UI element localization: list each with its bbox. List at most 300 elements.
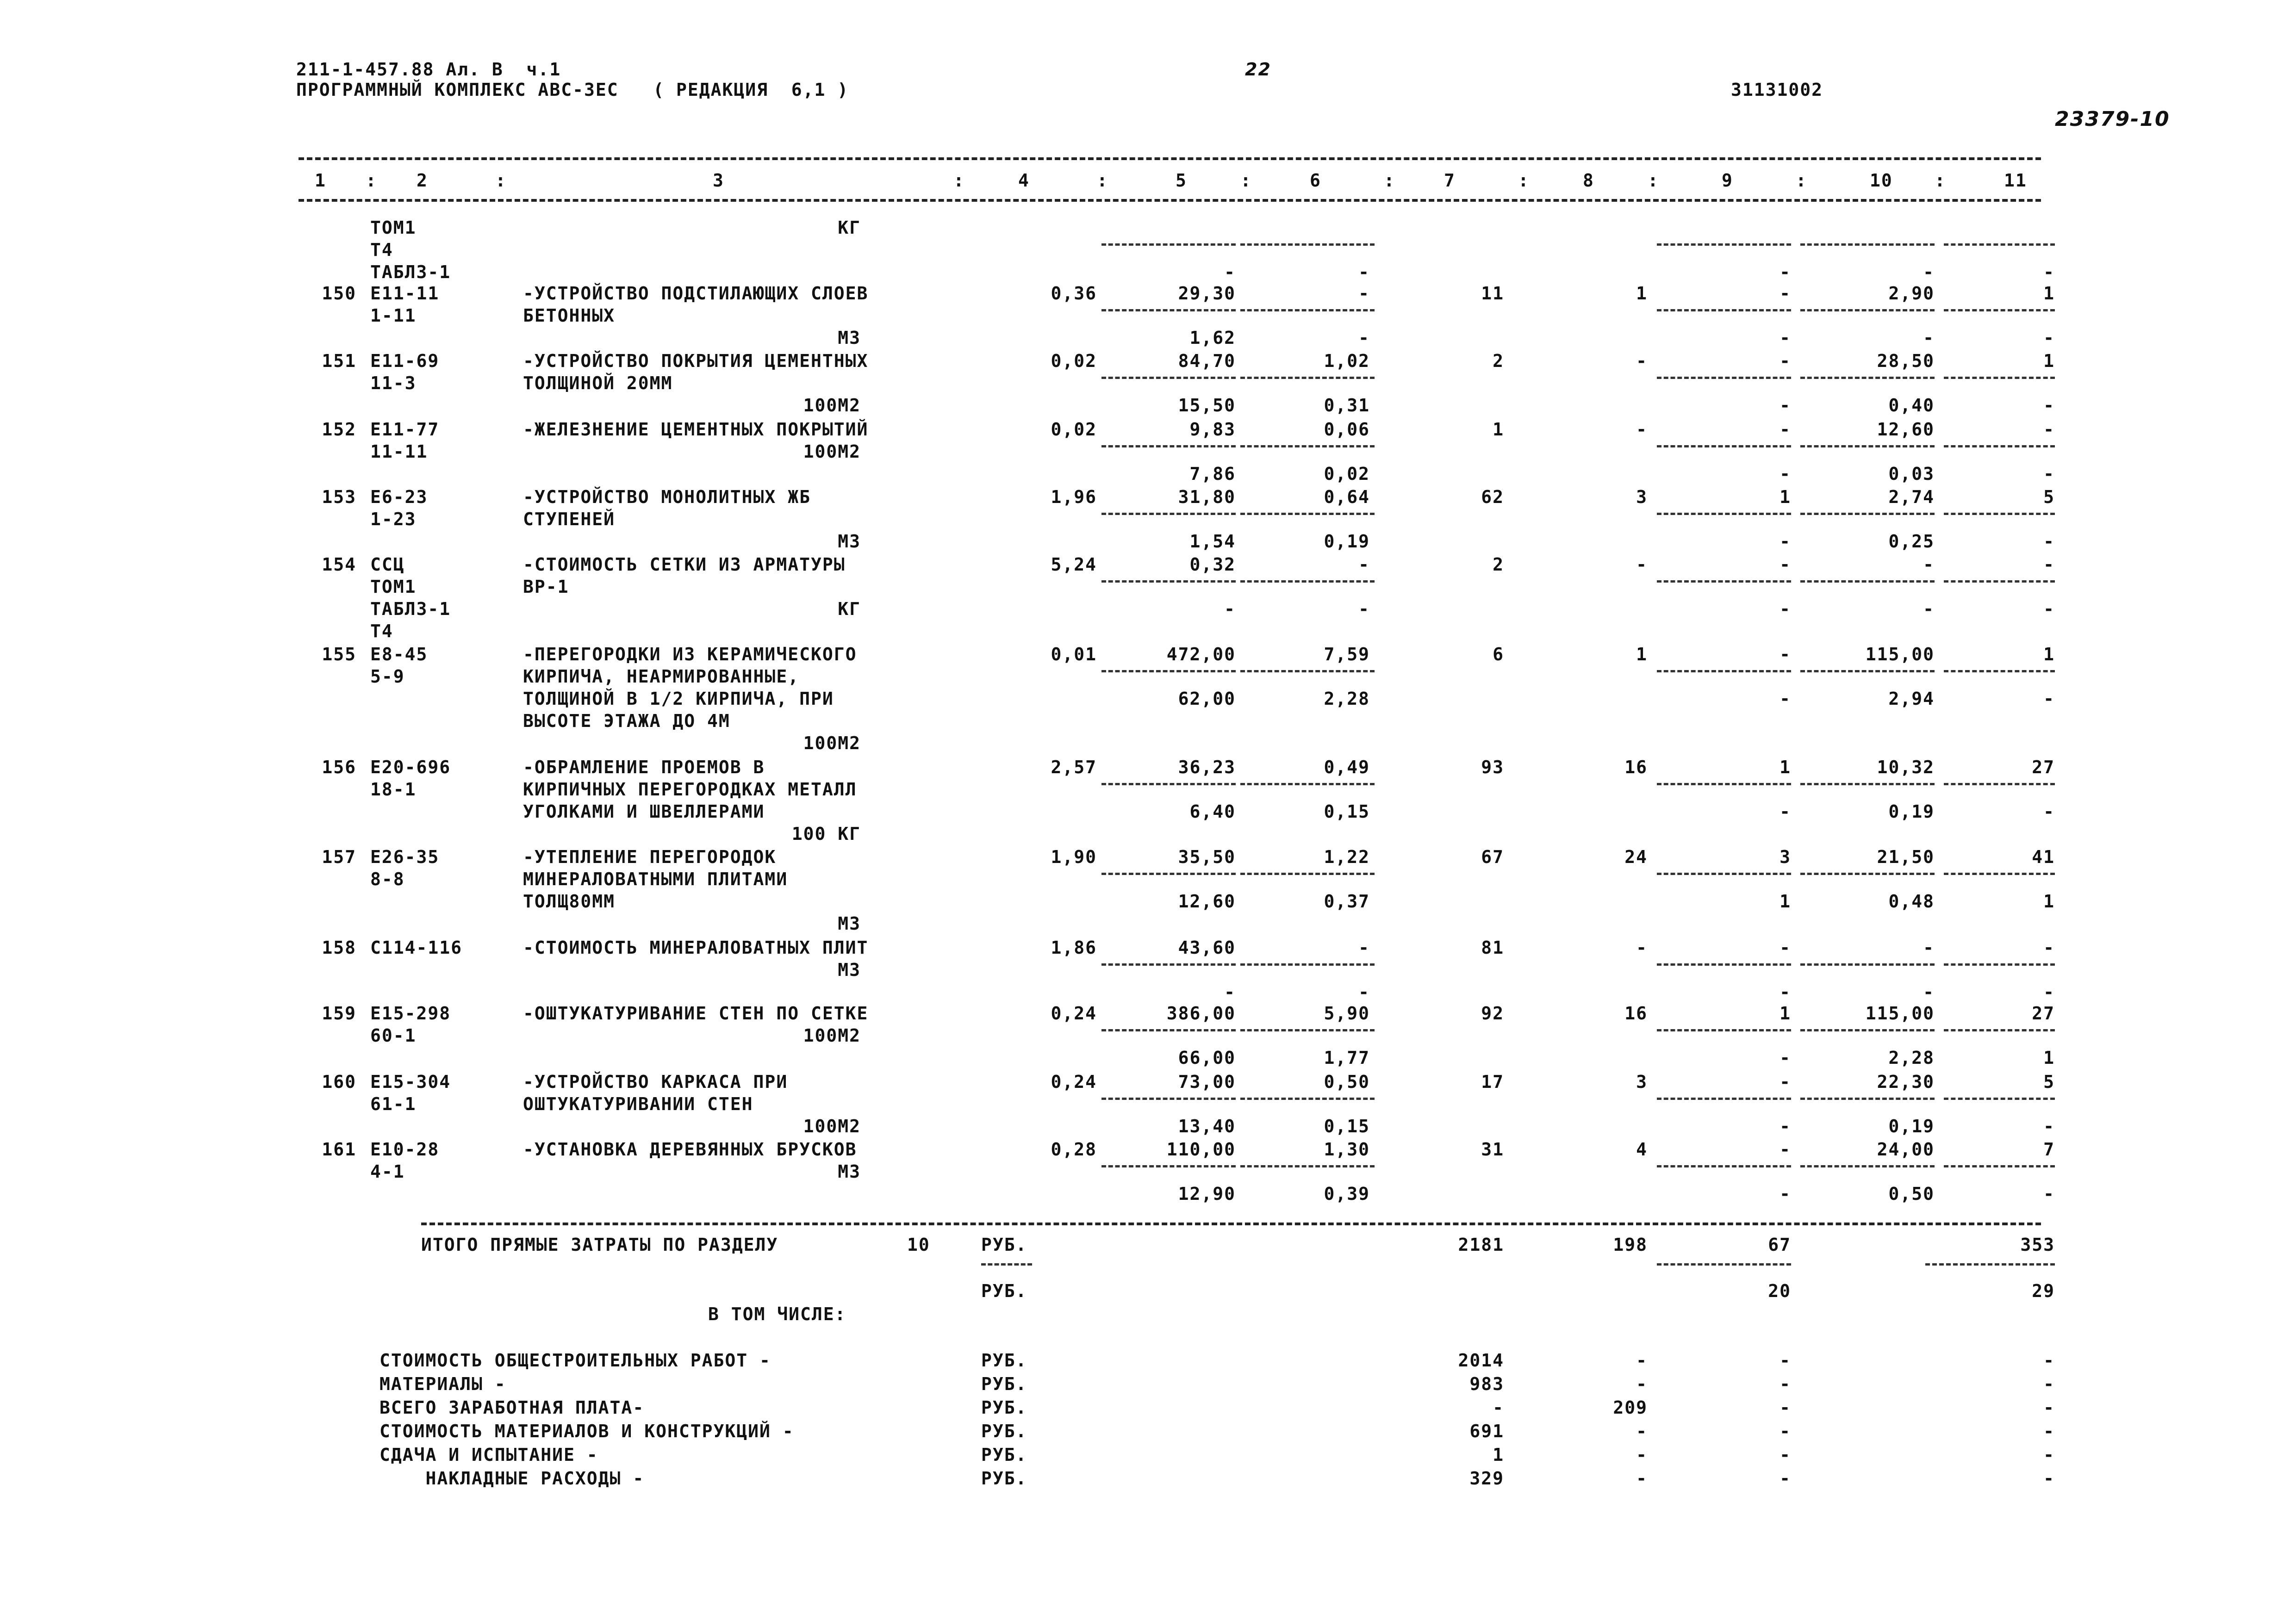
row-col10-wage: 0,40	[1888, 395, 1935, 416]
row-col11-divider	[1944, 1029, 2055, 1031]
row-code: ТАБЛ3-1	[370, 599, 451, 619]
row-code: ТАБЛ3-1	[370, 262, 451, 282]
row-code: Т4	[370, 240, 393, 260]
row-code: 8-8	[370, 869, 405, 889]
row-unit: 100М2	[803, 441, 861, 462]
row-col5-divider	[1101, 309, 1236, 311]
totals-unit-2: РУБ.	[981, 1281, 1027, 1301]
row-col6-total: 1,22	[1324, 847, 1370, 867]
column-separator: :	[1796, 170, 1807, 191]
row-col11-total: 1	[2043, 644, 2055, 664]
row-col11-divider	[1944, 513, 2055, 515]
row-col5-divider	[1101, 445, 1236, 447]
breakdown-col7: 983	[1469, 1374, 1504, 1394]
row-description: -ЖЕЛЕЗНЕНИЕ ЦЕМЕНТНЫХ ПОКРЫТИЙ	[523, 419, 869, 440]
row-code: Е20-696	[370, 757, 451, 777]
totals-col9: 67	[1768, 1235, 1791, 1255]
row-code: Е15-304	[370, 1072, 451, 1092]
archive-stamp: 23379-10	[2055, 107, 2170, 131]
row-unit: М3	[838, 531, 861, 552]
row-col10-divider	[1800, 513, 1935, 515]
row-col5-divider	[1101, 1098, 1236, 1100]
row-col10-total: 12,60	[1877, 419, 1935, 440]
row-col7: 11	[1481, 283, 1504, 304]
row-col4: 0,01	[1051, 644, 1097, 664]
row-col6-wage: 1,77	[1324, 1048, 1370, 1068]
row-col8: 16	[1624, 757, 1648, 777]
row-col10-divider	[1800, 783, 1935, 785]
row-col6-wage: 0,15	[1324, 801, 1370, 822]
row-description: -ОШТУКАТУРИВАНИЕ СТЕН ПО СЕТКЕ	[523, 1003, 869, 1024]
row-col5-wage: 66,00	[1178, 1048, 1236, 1068]
totals-section-number: 10	[907, 1235, 930, 1255]
row-col9-divider	[1657, 243, 1791, 246]
row-description: -УСТРОЙСТВО КАРКАСА ПРИ	[523, 1072, 788, 1092]
row-col8: -	[1636, 419, 1648, 440]
row-col5-total: 386,00	[1166, 1003, 1236, 1024]
row-code: ССЦ	[370, 554, 405, 575]
row-col5-wage: -	[1224, 599, 1236, 619]
breakdown-unit: РУБ.	[981, 1350, 1027, 1371]
row-description: ВР-1	[523, 577, 569, 597]
row-col10-total: 2,90	[1888, 283, 1935, 304]
row-col5-total: 36,23	[1178, 757, 1236, 777]
row-col4: 0,24	[1051, 1072, 1097, 1092]
row-description: МИНЕРАЛОВАТНЫМИ ПЛИТАМИ	[523, 869, 788, 889]
row-col9-total: 1	[1780, 487, 1791, 507]
row-col9-divider	[1657, 963, 1791, 966]
row-col11-wage: -	[2043, 982, 2055, 1002]
row-col4: 0,02	[1051, 419, 1097, 440]
row-code: 11-3	[370, 373, 417, 393]
row-col10-wage: 0,19	[1888, 1116, 1935, 1136]
row-col6-wage: -	[1358, 328, 1370, 348]
row-col10-total: -	[1923, 554, 1935, 575]
row-col5-divider	[1101, 1165, 1236, 1167]
row-col6-total: -	[1358, 937, 1370, 958]
row-col11-total: -	[2043, 419, 2055, 440]
breakdown-col7: 329	[1469, 1468, 1504, 1489]
totals-unit-divider	[981, 1263, 1032, 1266]
row-col11-divider	[1944, 670, 2055, 672]
row-col10-divider	[1800, 1165, 1935, 1167]
row-number: 154	[322, 554, 356, 575]
row-description: -УСТРОЙСТВО ПОДСТИЛАЮЩИХ СЛОЕВ	[523, 283, 869, 304]
row-col10-wage: -	[1923, 982, 1935, 1002]
row-col10-total: 22,30	[1877, 1072, 1935, 1092]
row-number: 161	[322, 1139, 356, 1160]
breakdown-col8: -	[1636, 1350, 1648, 1371]
breakdown-label: ВСЕГО ЗАРАБОТНАЯ ПЛАТА-	[380, 1397, 645, 1418]
row-col11-divider	[1944, 309, 2055, 311]
rule-top	[299, 157, 2041, 160]
row-col5-wage: 13,40	[1178, 1116, 1236, 1136]
column-separator: :	[1518, 170, 1530, 191]
row-col9-divider	[1657, 580, 1791, 583]
row-col6-divider	[1240, 309, 1375, 311]
row-col11-divider	[1944, 1165, 2055, 1167]
totals-label: ИТОГО ПРЯМЫЕ ЗАТРАТЫ ПО РАЗДЕЛУ	[421, 1235, 778, 1255]
row-col10-divider	[1800, 963, 1935, 966]
row-col10-wage: -	[1923, 262, 1935, 282]
breakdown-col9: -	[1780, 1374, 1791, 1394]
row-col7: 6	[1493, 644, 1504, 664]
row-col7: 81	[1481, 937, 1504, 958]
row-col11-wage: -	[2043, 262, 2055, 282]
breakdown-col8: -	[1636, 1445, 1648, 1465]
row-col6-total: 1,02	[1324, 351, 1370, 371]
row-col5-wage: 62,00	[1178, 689, 1236, 709]
row-col10-wage: 0,48	[1888, 891, 1935, 912]
row-col10-total: 115,00	[1865, 644, 1935, 664]
row-col4: 1,90	[1051, 847, 1097, 867]
row-col10-divider	[1800, 445, 1935, 447]
row-col5-divider	[1101, 963, 1236, 966]
row-code: Е11-11	[370, 283, 440, 304]
row-col6-wage: 0,19	[1324, 531, 1370, 552]
row-col5-wage: -	[1224, 262, 1236, 282]
row-col6-divider	[1240, 963, 1375, 966]
row-col9-divider	[1657, 1098, 1791, 1100]
row-description: ТОЛЩ80ММ	[523, 891, 616, 912]
row-col9-total: 1	[1780, 1003, 1791, 1024]
row-col6-divider	[1240, 670, 1375, 672]
row-col10-wage: 0,03	[1888, 464, 1935, 484]
breakdown-col8: -	[1636, 1468, 1648, 1489]
row-col5-wage: 15,50	[1178, 395, 1236, 416]
column-separator: :	[1384, 170, 1395, 191]
row-col6-total: 0,49	[1324, 757, 1370, 777]
row-col5-wage: -	[1224, 982, 1236, 1002]
breakdown-col11: -	[2043, 1468, 2055, 1489]
row-number: 150	[322, 283, 356, 304]
row-col11-wage: -	[2043, 1116, 2055, 1136]
row-col10-divider	[1800, 309, 1935, 311]
row-col6-divider	[1240, 377, 1375, 379]
row-col10-divider	[1800, 243, 1935, 246]
row-col10-divider	[1800, 377, 1935, 379]
row-col11-wage: -	[2043, 599, 2055, 619]
row-col11-total: -	[2043, 554, 2055, 575]
row-col5-total: 110,00	[1166, 1139, 1236, 1160]
totals-col9-divider	[1657, 1263, 1791, 1266]
row-col10-total: 21,50	[1877, 847, 1935, 867]
row-col11-total: 27	[2032, 1003, 2055, 1024]
totals-col8: 198	[1613, 1235, 1648, 1255]
row-col9-total: -	[1780, 351, 1791, 371]
row-col10-divider	[1800, 1029, 1935, 1031]
row-col5-total: 35,50	[1178, 847, 1236, 867]
row-col4: 0,28	[1051, 1139, 1097, 1160]
row-col9-total: -	[1780, 1139, 1791, 1160]
row-col7: 17	[1481, 1072, 1504, 1092]
breakdown-col7: -	[1493, 1397, 1504, 1418]
row-col5-total: 472,00	[1166, 644, 1236, 664]
breakdown-label: СТОИМОСТЬ ОБЩЕСТРОИТЕЛЬНЫХ РАБОТ -	[380, 1350, 771, 1371]
row-col9-wage: -	[1780, 982, 1791, 1002]
row-col11-divider	[1944, 445, 2055, 447]
row-description: УГОЛКАМИ И ШВЕЛЛЕРАМИ	[523, 801, 765, 822]
row-description: -УСТРОЙСТВО ПОКРЫТИЯ ЦЕМЕНТНЫХ	[523, 351, 869, 371]
row-code: Е26-35	[370, 847, 440, 867]
breakdown-col11: -	[2043, 1350, 2055, 1371]
row-col10-total: 24,00	[1877, 1139, 1935, 1160]
row-col10-divider	[1800, 1098, 1935, 1100]
row-unit: 100М2	[803, 1025, 861, 1046]
row-col8: 3	[1636, 1072, 1648, 1092]
row-unit: М3	[838, 1161, 861, 1182]
row-description: -ОБРАМЛЕНИЕ ПРОЕМОВ В	[523, 757, 765, 777]
row-col4: 0,36	[1051, 283, 1097, 304]
breakdown-col9: -	[1780, 1350, 1791, 1371]
rule-header-bottom	[299, 199, 2041, 202]
row-col7: 2	[1493, 554, 1504, 575]
row-col11-total: -	[2043, 937, 2055, 958]
row-col6-wage: -	[1358, 262, 1370, 282]
row-col10-divider	[1800, 670, 1935, 672]
row-col6-wage: 0,37	[1324, 891, 1370, 912]
row-col10-wage: 0,50	[1888, 1184, 1935, 1204]
row-col6-divider	[1240, 243, 1375, 246]
row-col11-wage: -	[2043, 689, 2055, 709]
row-code: 61-1	[370, 1094, 417, 1114]
row-col7: 67	[1481, 847, 1504, 867]
row-col6-divider	[1240, 1029, 1375, 1031]
row-col6-wage: 0,31	[1324, 395, 1370, 416]
row-col6-total: 5,90	[1324, 1003, 1370, 1024]
row-code: Е8-45	[370, 644, 428, 664]
row-col5-wage: 6,40	[1189, 801, 1236, 822]
row-unit: 100М2	[803, 395, 861, 416]
row-col9-wage: -	[1780, 1184, 1791, 1204]
row-col4: 5,24	[1051, 554, 1097, 575]
totals-unit: РУБ.	[981, 1235, 1027, 1255]
row-col5-total: 31,80	[1178, 487, 1236, 507]
row-description: ОШТУКАТУРИВАНИИ СТЕН	[523, 1094, 753, 1114]
row-number: 160	[322, 1072, 356, 1092]
breakdown-col8: 209	[1613, 1397, 1648, 1418]
row-col7: 2	[1493, 351, 1504, 371]
row-col10-divider	[1800, 873, 1935, 875]
row-number: 152	[322, 419, 356, 440]
row-col8: -	[1636, 351, 1648, 371]
row-col5-total: 0,32	[1189, 554, 1236, 575]
breakdown-col7: 691	[1469, 1421, 1504, 1441]
row-col7: 93	[1481, 757, 1504, 777]
row-col11-divider	[1944, 783, 2055, 785]
column-header-11: 11	[2004, 170, 2027, 191]
row-code: Е11-69	[370, 351, 440, 371]
row-col5-divider	[1101, 580, 1236, 583]
row-description: КИРПИЧА, НЕАРМИРОВАННЫЕ,	[523, 666, 800, 687]
row-col9-total: -	[1780, 419, 1791, 440]
row-col5-total: 84,70	[1178, 351, 1236, 371]
row-col8: 4	[1636, 1139, 1648, 1160]
row-col10-wage: 2,28	[1888, 1048, 1935, 1068]
row-col11-divider	[1944, 1098, 2055, 1100]
row-col9-wage: 1	[1780, 891, 1791, 912]
row-col9-wage: -	[1780, 599, 1791, 619]
row-col11-total: 7	[2043, 1139, 2055, 1160]
row-col6-total: 0,06	[1324, 419, 1370, 440]
row-col11-total: 5	[2043, 487, 2055, 507]
breakdown-col11: -	[2043, 1374, 2055, 1394]
row-number: 158	[322, 937, 356, 958]
row-col10-divider	[1800, 580, 1935, 583]
column-separator: :	[1935, 170, 1946, 191]
row-code: ТОМ1	[370, 577, 417, 597]
row-col9-wage: -	[1780, 531, 1791, 552]
row-col8: -	[1636, 554, 1648, 575]
row-col11-wage: -	[2043, 464, 2055, 484]
row-description: -УСТРОЙСТВО МОНОЛИТНЫХ ЖБ	[523, 487, 811, 507]
row-col6-total: -	[1358, 283, 1370, 304]
row-col6-total: 0,64	[1324, 487, 1370, 507]
row-col5-divider	[1101, 873, 1236, 875]
row-col6-divider	[1240, 783, 1375, 785]
row-col11-total: 5	[2043, 1072, 2055, 1092]
row-col6-wage: 2,28	[1324, 689, 1370, 709]
row-col11-wage: 1	[2043, 891, 2055, 912]
row-code: С114-116	[370, 937, 463, 958]
row-col9-total: 1	[1780, 757, 1791, 777]
program-name: ПРОГРАММНЫЙ КОМПЛЕКС АВС-3ЕС ( РЕДАКЦИЯ 6,1 )	[296, 80, 849, 100]
row-col11-wage: -	[2043, 328, 2055, 348]
row-col10-total: 28,50	[1877, 351, 1935, 371]
row-unit: 100М2	[803, 733, 861, 753]
row-description: СТУПЕНЕЙ	[523, 509, 616, 529]
row-col11-wage: -	[2043, 531, 2055, 552]
totals-col7: 2181	[1458, 1235, 1504, 1255]
row-description: -СТОИМОСТЬ СЕТКИ ИЗ АРМАТУРЫ	[523, 554, 846, 575]
row-col9-wage: -	[1780, 1116, 1791, 1136]
row-col9-divider	[1657, 783, 1791, 785]
row-col5-divider	[1101, 513, 1236, 515]
row-col9-wage: -	[1780, 801, 1791, 822]
row-col5-wage: 7,86	[1189, 464, 1236, 484]
row-description: -УСТАНОВКА ДЕРЕВЯННЫХ БРУСКОВ	[523, 1139, 857, 1160]
row-col10-wage: 2,94	[1888, 689, 1935, 709]
row-col7: 92	[1481, 1003, 1504, 1024]
breakdown-col8: -	[1636, 1421, 1648, 1441]
column-header-1: 1	[315, 170, 326, 191]
row-code: 1-23	[370, 509, 417, 529]
row-col9-divider	[1657, 670, 1791, 672]
row-col11-wage: -	[2043, 801, 2055, 822]
row-col8: 1	[1636, 283, 1648, 304]
row-col6-wage: 0,15	[1324, 1116, 1370, 1136]
row-code: 5-9	[370, 666, 405, 687]
row-col9-divider	[1657, 377, 1791, 379]
row-col9-wage: -	[1780, 328, 1791, 348]
breakdown-col7: 2014	[1458, 1350, 1504, 1371]
row-description: КИРПИЧНЫХ ПЕРЕГОРОДКАХ МЕТАЛЛ	[523, 779, 857, 800]
row-unit: КГ	[838, 599, 861, 619]
row-number: 157	[322, 847, 356, 867]
column-separator: :	[495, 170, 507, 191]
row-col8: 1	[1636, 644, 1648, 664]
row-col10-wage: -	[1923, 599, 1935, 619]
row-description: -УТЕПЛЕНИЕ ПЕРЕГОРОДОК	[523, 847, 777, 867]
row-col11-wage: 1	[2043, 1048, 2055, 1068]
breakdown-col11: -	[2043, 1397, 2055, 1418]
row-col5-total: 43,60	[1178, 937, 1236, 958]
row-col5-total: 29,30	[1178, 283, 1236, 304]
column-separator: :	[1097, 170, 1108, 191]
row-code: 1-11	[370, 305, 417, 326]
breakdown-col9: -	[1780, 1468, 1791, 1489]
row-col11-total: 1	[2043, 283, 2055, 304]
column-header-6: 6	[1310, 170, 1321, 191]
row-number: 151	[322, 351, 356, 371]
row-number: 156	[322, 757, 356, 777]
row-col9-total: 3	[1780, 847, 1791, 867]
row-col5-divider	[1101, 1029, 1236, 1031]
row-col10-total: 10,32	[1877, 757, 1935, 777]
row-col6-total: 1,30	[1324, 1139, 1370, 1160]
totals-col11: 353	[2020, 1235, 2055, 1255]
column-header-8: 8	[1583, 170, 1594, 191]
row-code: 60-1	[370, 1025, 417, 1046]
row-col10-wage: 0,25	[1888, 531, 1935, 552]
row-col9-wage: -	[1780, 262, 1791, 282]
row-code: 18-1	[370, 779, 417, 800]
row-col6-wage: -	[1358, 982, 1370, 1002]
row-col10-wage: -	[1923, 328, 1935, 348]
row-description: -СТОИМОСТЬ МИНЕРАЛОВАТНЫХ ПЛИТ	[523, 937, 869, 958]
breakdown-label: СТОИМОСТЬ МАТЕРИАЛОВ И КОНСТРУКЦИЙ -	[380, 1421, 794, 1441]
row-col6-divider	[1240, 1165, 1375, 1167]
row-col11-divider	[1944, 243, 2055, 246]
row-col11-divider	[1944, 963, 2055, 966]
column-separator: :	[953, 170, 965, 191]
row-col7: 31	[1481, 1139, 1504, 1160]
row-col11-total: 27	[2032, 757, 2055, 777]
row-col5-wage: 12,60	[1178, 891, 1236, 912]
row-col6-divider	[1240, 445, 1375, 447]
row-col5-wage: 1,62	[1189, 328, 1236, 348]
row-col10-total: 2,74	[1888, 487, 1935, 507]
row-col8: -	[1636, 937, 1648, 958]
row-unit: 100М2	[803, 1116, 861, 1136]
row-col7: 62	[1481, 487, 1504, 507]
row-col5-wage: 12,90	[1178, 1184, 1236, 1204]
including-label: В ТОМ ЧИСЛЕ:	[708, 1304, 846, 1324]
column-header-3: 3	[713, 170, 724, 191]
totals-col11-wage: 29	[2032, 1281, 2055, 1301]
row-col4: 1,86	[1051, 937, 1097, 958]
breakdown-label: МАТЕРИАЛЫ -	[380, 1374, 506, 1394]
row-code: ТОМ1	[370, 217, 417, 238]
row-col9-total: -	[1780, 283, 1791, 304]
row-col8: 16	[1624, 1003, 1648, 1024]
row-number: 159	[322, 1003, 356, 1024]
rule-totals	[421, 1223, 2041, 1225]
row-col6-wage: -	[1358, 599, 1370, 619]
row-col6-total: -	[1358, 554, 1370, 575]
row-col9-divider	[1657, 513, 1791, 515]
column-header-9: 9	[1722, 170, 1733, 191]
breakdown-col11: -	[2043, 1421, 2055, 1441]
row-code: 4-1	[370, 1161, 405, 1182]
row-col11-wage: -	[2043, 1184, 2055, 1204]
row-number: 155	[322, 644, 356, 664]
row-col6-divider	[1240, 580, 1375, 583]
row-col9-wage: -	[1780, 1048, 1791, 1068]
row-col8: 24	[1624, 847, 1648, 867]
row-col11-total: 1	[2043, 351, 2055, 371]
row-col5-total: 73,00	[1178, 1072, 1236, 1092]
